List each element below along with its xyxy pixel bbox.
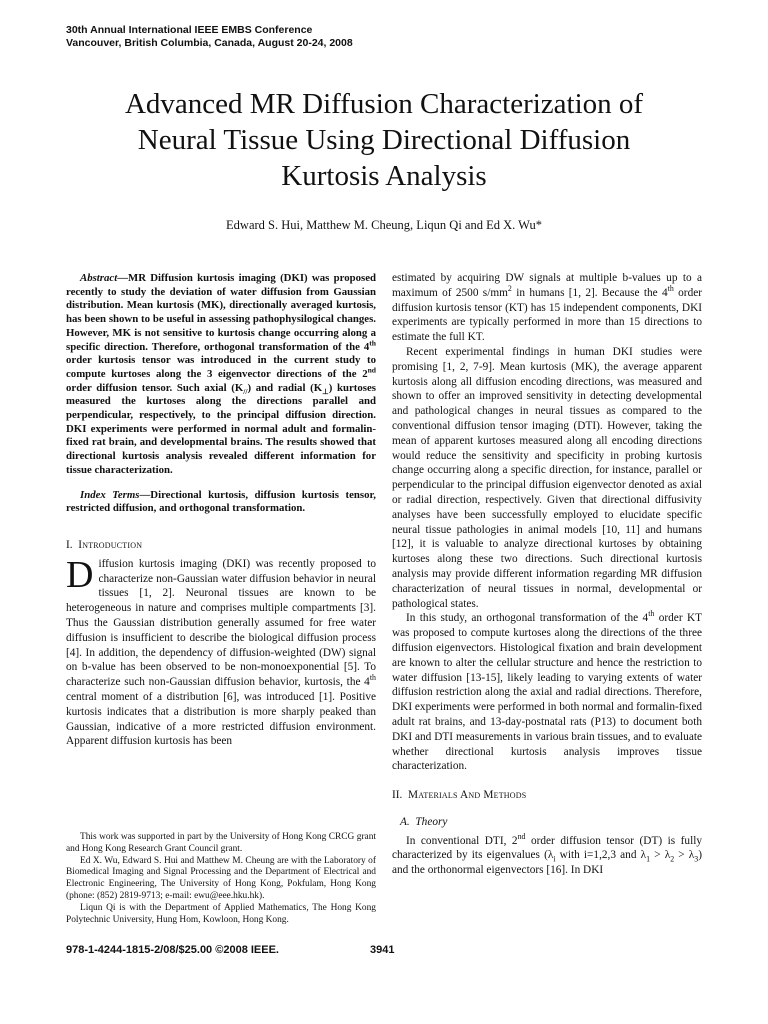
footnotes — [66, 832, 376, 926]
theory-paragraph — [392, 831, 702, 878]
abstract-sup: th — [369, 337, 376, 347]
intro-text: iffusion kurtosis imaging (DKI) was recently proposed to characterize non-Gaussian water diffusion behavior in neural tissues [1, 2]. Neuronal tissues are known to be heterogeneous in nature and comprises multiple compartments [3]. Thus the Gaussian distribution generally assumed for free water diffusion is insufficient to describe the biological diffusion process [4]. In addition, the dependency of diffusion-weighted (DW) signal on b-value has been observed to be non-monoexponential [5]. To characterize such non-Gaussian diffusion behavior, kurtosis, the 4 — [66, 557, 376, 689]
page-number: 3941 — [370, 944, 395, 956]
subsection-heading-theory — [392, 815, 702, 830]
body-text: in humans [1, 2]. Because the 4 — [511, 286, 668, 299]
paper-title — [60, 86, 708, 194]
body-text: In this study, an orthogonal transformation of the 4 — [406, 612, 649, 625]
body-sub: i — [553, 854, 556, 864]
left-column — [66, 272, 376, 749]
abstract-sup: nd — [367, 365, 376, 375]
right-paragraph-2: Recent experimental findings in human DKI studies were promising [1, 2, 7-9]. Mean kurtosis (MK), the average apparent kurtosis along all diffusion encoding directions, was measured and shown to offer an improved sensitivity in detecting developmental and pathological changes in neural tissues as compared to the conventional diffusion tensor imaging (DTI). However, taking the mean of apparent kurtoses measured along all encoding directions would reduce the sensitivity and specificity in probing kurtosis change occurring along a specific direction, for instance, parallel or perpendicular to the principal diffusion eigenvector denoted as axial or radial direction, respectively. Given that directional diffusivity analyses have been successfully employed to elucidate specific neural tissue pathologies in animal models [10, 11] and humans [12], it is valuable to analyze directional kurtoses by obtaining kurtoses along these two directions. Such directional kurtosis analysis may provide different information regarding MR diffusion characterization of neural tissues in normal, developmental or pathological states. — [392, 345, 702, 610]
title-line-2: Neural Tissue Using Directional Diffusion — [137, 124, 631, 156]
index-terms-lead: Index Terms — [80, 488, 140, 501]
footnote-affiliation-1: Ed X. Wu, Edward S. Hui and Matthew M. Cheung are with the Laboratory of Biomedical Imaging and Signal Processing and the Department of Electrical and Electronic Engineering, The University of Hong Kong, Pokfulam, Hong Kong (phone: (852) 2819-9713; e-mail: ewu@eee.hku.hk). — [66, 855, 376, 901]
intro-text: central moment of a distribution [6], was introduced [1]. Positive kurtosis indicates that a distribution is more sharply peaked than Gaussian, indicative of a more restricted diffusion environment. Apparent diffusion kurtosis has been — [66, 690, 376, 748]
abstract-sub: // — [243, 386, 248, 396]
abstract-sub: ⊥ — [322, 386, 329, 396]
body-text: with i=1,2,3 and λ — [555, 849, 647, 862]
abstract-text: ) and radial (K — [247, 381, 323, 394]
body-text: order diffusion kurtosis tensor (KT) has 15 independent components, DKI experiments are typically performed in more than 15 directions to estimate the full KT. — [392, 286, 702, 344]
body-sub: 3 — [694, 854, 699, 864]
conference-header — [66, 24, 353, 50]
copyright-line: 978-1-4244-1815-2/08/$25.00 ©2008 IEEE. — [66, 944, 279, 956]
body-text: estimated by acquiring DW signals at multiple b-values up to a maximum of 2500 s/mm — [392, 272, 702, 299]
section-heading-methods — [392, 788, 702, 803]
footnote-affiliation-2: Liqun Qi is with the Department of Applied Mathematics, The Hong Kong Polytechnic University, Hung Hom, Kowloon, Hong Kong. — [66, 902, 376, 925]
title-line-1: Advanced MR Diffusion Characterization of — [124, 88, 644, 120]
section-label: Materials And Methods — [408, 789, 527, 802]
section-heading-introduction — [66, 538, 376, 553]
body-text: In conventional DTI, 2 — [406, 834, 518, 847]
body-text: > λ — [650, 849, 671, 862]
body-sup: th — [667, 284, 674, 294]
abstract-text: ) kurtoses measured the kurtoses along the directions parallel and perpendicular, respectively, to the principal diffusion direction. DKI experiments were performed in normal adult and formalin-fixed rat brain, and developmental brains. The results showed that directional kurtosis analysis revealed different information for tissue characterization. — [66, 381, 376, 476]
body-sup: nd — [517, 831, 526, 841]
body-text: order KT was proposed to compute kurtoses along the directions of the three diffusion eigenvectors. Histological fixation and brain development are known to alter the cellular structure and hence the restriction to water diffusion [13-15], likely leading to varying extents of water diffusion restriction along the axial and radial directions. Therefore, DKI experiments were performed in both normal and formalin-fixed adult rat brains, and 13-day-postnatal rats (P13) to document both DKI and DTI measurements in various brain tissues, and to evaluate whether directional kurtosis analysis improves tissue characterization. — [392, 612, 703, 773]
conference-name: 30th Annual International IEEE EMBS Conference — [66, 24, 313, 36]
body-sub: 2 — [670, 854, 675, 864]
author-list: Edward S. Hui, Matthew M. Cheung, Liqun Qi and Ed X. Wu* — [226, 218, 542, 232]
index-terms — [66, 489, 376, 516]
subsection-letter: A. — [400, 815, 410, 828]
abstract-lead: Abstract — [80, 272, 118, 284]
index-terms-text: —Directional kurtosis, diffusion kurtosis tensor, restricted diffusion, and orthogonal transformation. — [66, 488, 376, 515]
section-numeral: I. — [66, 538, 73, 551]
subsection-label: Theory — [415, 815, 448, 828]
section-label: Introduction — [78, 538, 143, 551]
abstract — [66, 272, 376, 478]
abstract-text: order kurtosis tensor was introduced in the current study to compute kurtoses along the 3 eigenvector directions of the 2 — [66, 354, 376, 380]
footnote-funding: This work was supported in part by the University of Hong Kong CRCG grant and Hong Kong Research Grant Council grant. — [66, 832, 376, 854]
body-text: > λ — [674, 849, 695, 862]
abstract-text: —MR Diffusion kurtosis imaging (DKI) was proposed recently to study the deviation of water diffusion from Gaussian distribution. Mean kurtosis (MK), directionally averaged kurtosis, has been shown to be useful in assessing pathophysilogical changes. However, MK is not sensitive to kurtosis change occurring along a specific direction. Therefore, orthogonal transformation of the 4 — [66, 272, 376, 353]
right-paragraph-3 — [392, 611, 702, 774]
title-line-3: Kurtosis Analysis — [281, 160, 487, 192]
drop-cap: D — [66, 553, 94, 596]
body-sup: th — [648, 609, 655, 619]
conference-location: Vancouver, British Columbia, Canada, August 20-24, 2008 — [66, 37, 353, 49]
body-text: ) and the orthonormal eigenvectors [16]. In DKI — [392, 849, 702, 877]
body-sub: 1 — [646, 854, 651, 864]
introduction-paragraph — [66, 553, 376, 749]
right-column — [392, 271, 702, 878]
intro-sup: th — [369, 673, 376, 683]
section-numeral: II. — [392, 789, 403, 802]
body-sup: 2 — [507, 284, 512, 294]
right-paragraph-1 — [392, 271, 702, 345]
abstract-text: order diffusion tensor. Such axial (K — [66, 381, 244, 394]
body-text: order diffusion tensor (DT) is fully characterized by its eigenvalues (λ — [392, 834, 702, 862]
footnote-rule — [66, 824, 186, 825]
